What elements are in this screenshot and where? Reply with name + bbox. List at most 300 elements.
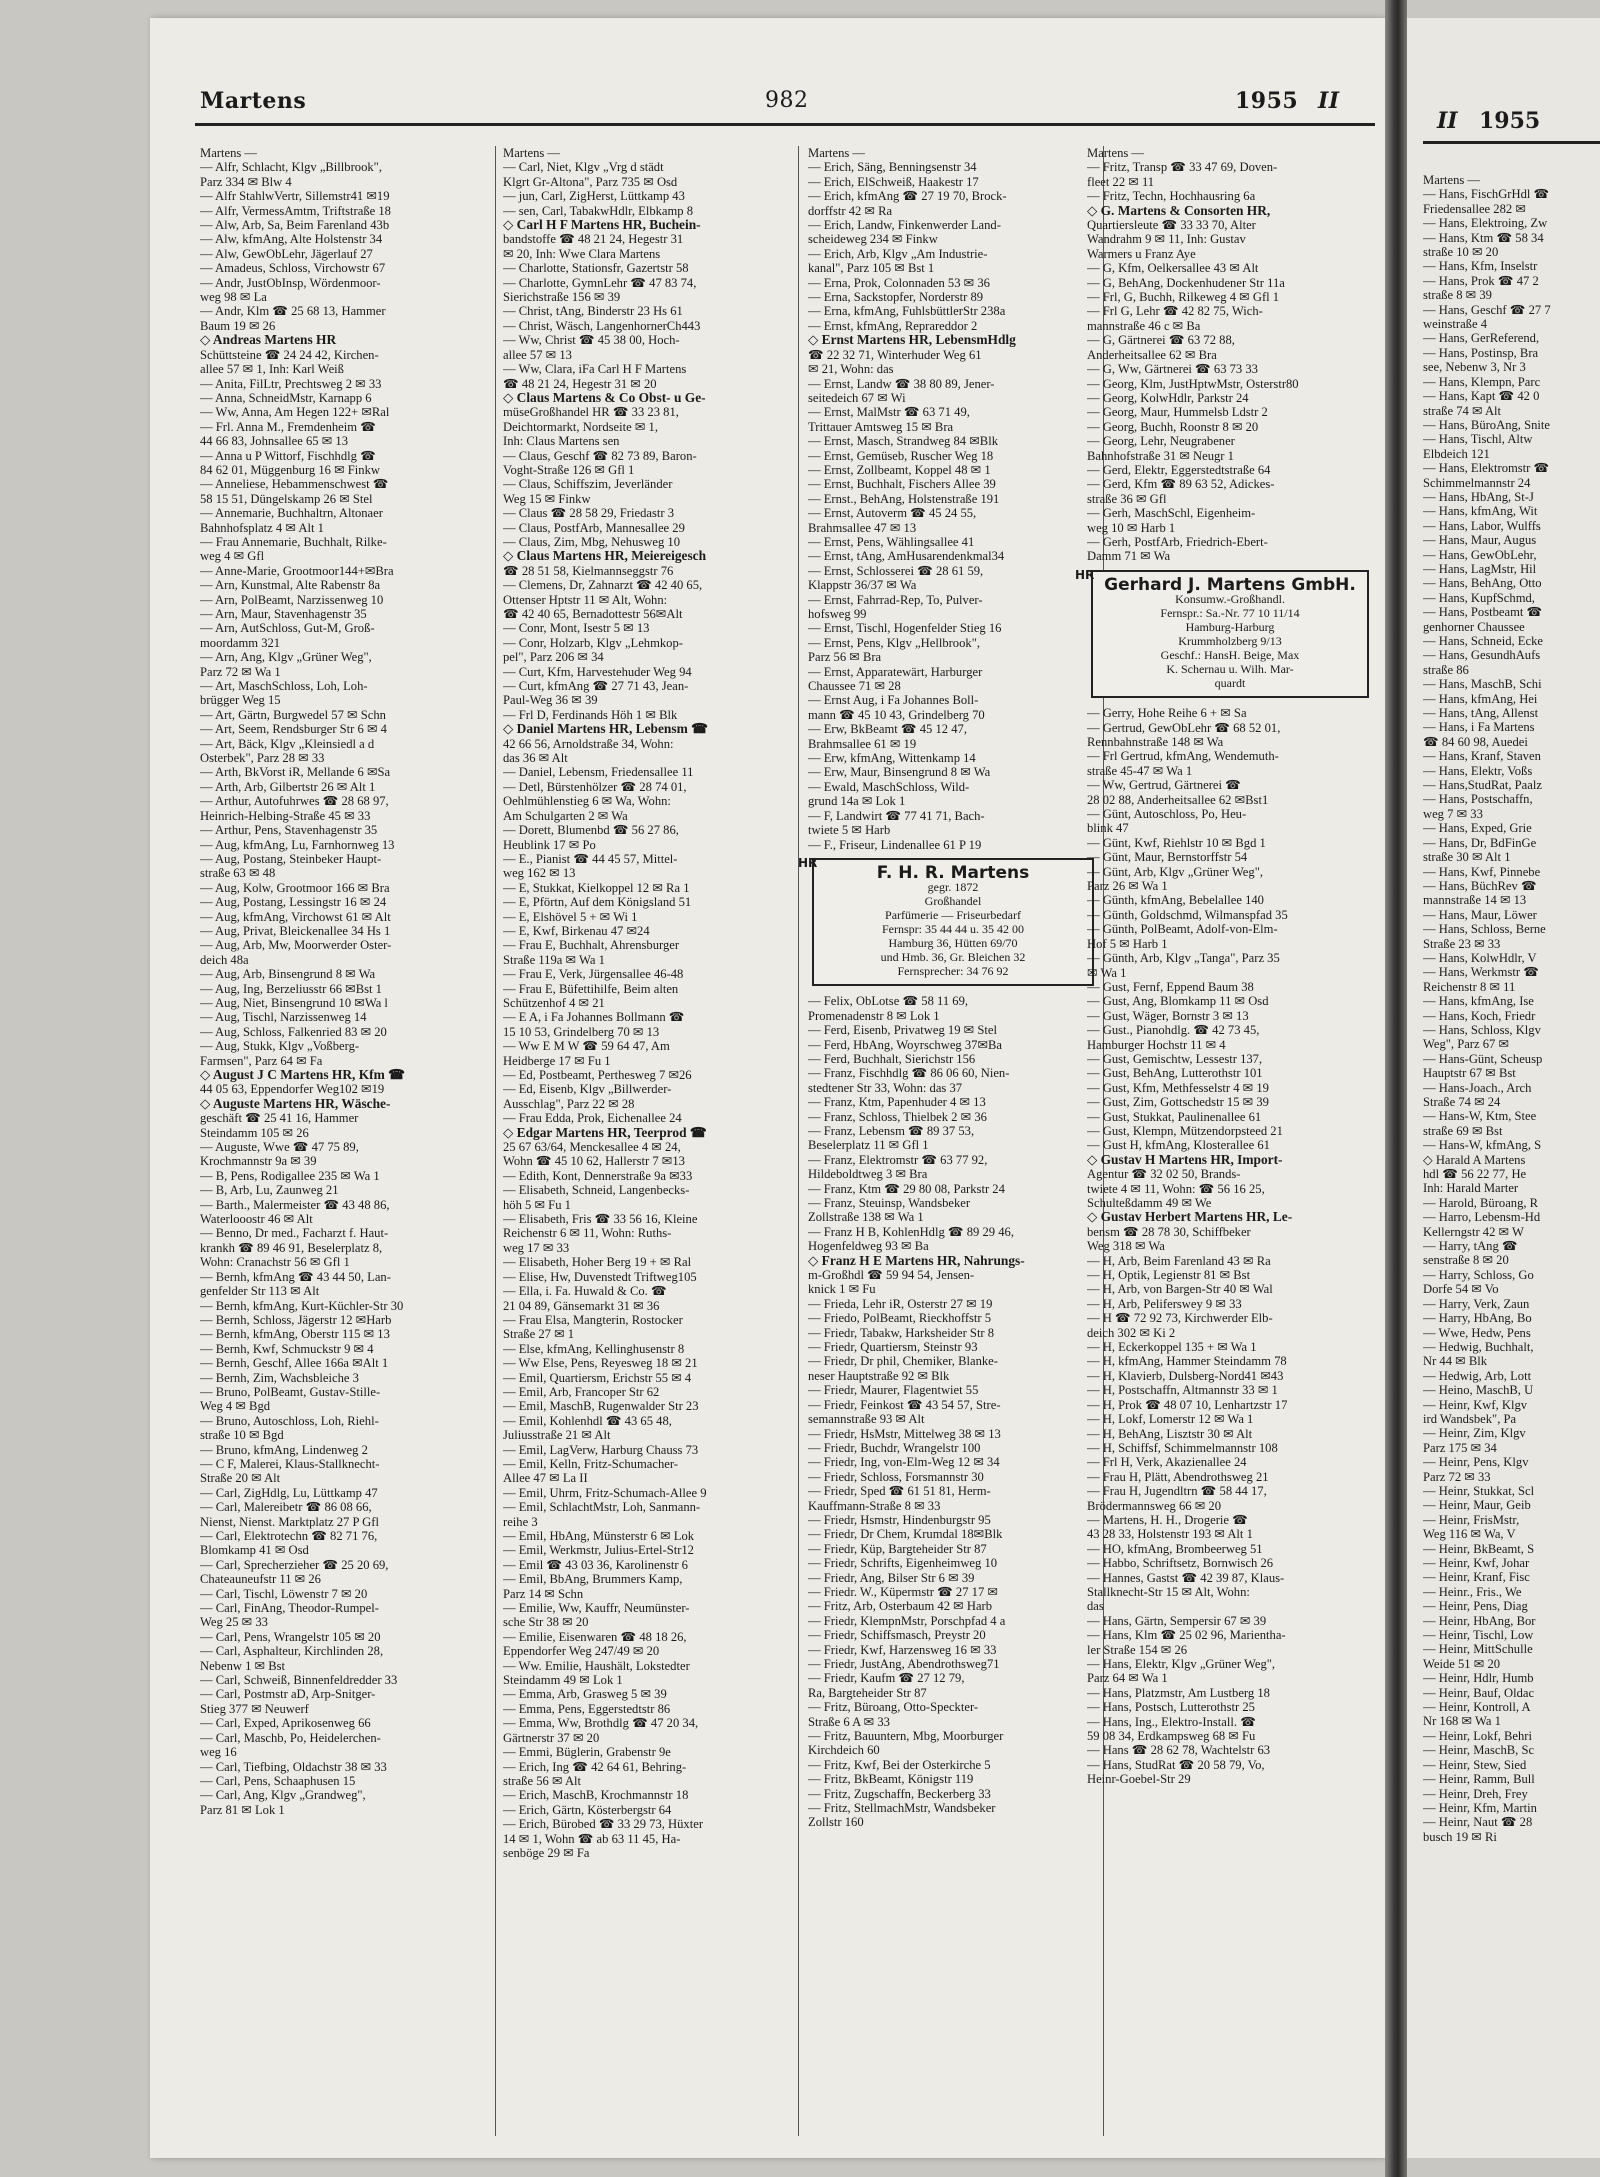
- directory-entry: — Gerd, Elektr, Eggerstedtstraße 64: [1087, 462, 1271, 477]
- directory-entry: — Erna, kfmAng, FuhlsbüttlerStr 238a: [808, 304, 1006, 319]
- directory-entry: Wohn: Cranachstr 56 ✉ Gfl 1: [200, 1255, 350, 1270]
- directory-entry: — Frl Gertrud, kfmAng, Wendemuth-: [1087, 749, 1279, 764]
- directory-entry: — Frau E, Buchhalt, Ahrensburger: [503, 938, 680, 953]
- directory-entry: ◇ August J C Martens HR, Kfm ☎: [200, 1068, 405, 1082]
- directory-entry: deich 302 ✉ Ki 2: [1087, 1325, 1176, 1340]
- directory-entry: Schulteßdamm 49 ✉ We: [1087, 1196, 1212, 1210]
- directory-entry: — Friedr, Buchdr, Wrangelstr 100: [808, 1440, 981, 1455]
- directory-entry: mannstraße 46 c ✉ Ba: [1087, 318, 1201, 333]
- directory-entry: — Emil, Kelln, Fritz-Schumacher-: [503, 1456, 678, 1471]
- directory-entry: Steindamm 105 ✉ 26: [200, 1125, 309, 1140]
- directory-entry: — Franz, Lebensm ☎ 89 37 53,: [808, 1123, 975, 1138]
- directory-entry: — Ww, Anna, Am Hegen 122+ ✉Ral: [200, 405, 390, 420]
- directory-entry: — Charlotte, GymnLehr ☎ 47 83 74,: [503, 275, 697, 290]
- directory-entry: — Emmi, Büglerin, Grabenstr 9e: [503, 1745, 671, 1760]
- directory-entry: — Carl, Pens, Schaaphusen 15: [200, 1773, 356, 1788]
- hr-marker: HR: [1075, 567, 1095, 582]
- directory-entry: — Aug, Niet, Binsengrund 10 ✉Wa l: [200, 995, 388, 1010]
- directory-entry: 58 15 51, Düngelskamp 26 ✉ Stel: [200, 491, 373, 506]
- directory-entry: ✉ 20, Inh: Wwe Clara Martens: [503, 246, 661, 261]
- directory-entry: — Friedr, Kwf, Harzensweg 16 ✉ 33: [808, 1642, 997, 1657]
- directory-entry: — Curt, kfmAng ☎ 27 71 43, Jean-: [503, 679, 689, 694]
- directory-entry: — Friedr, Dr phil, Chemiker, Blanke-: [808, 1354, 998, 1369]
- directory-entry: — Hans, GesundhAufs: [1423, 648, 1541, 663]
- directory-entry: Blomkamp 41 ✉ Osd: [200, 1543, 309, 1558]
- directory-entry: — H, Arb, Peliferswey 9 ✉ 33: [1087, 1296, 1242, 1311]
- directory-entry: müseGroßhandel HR ☎ 33 23 81,: [503, 405, 679, 420]
- directory-entry: — Barth., Malermeister ☎ 43 48 86,: [200, 1197, 390, 1212]
- directory-entry: — Hans, Maur, Augus: [1423, 533, 1537, 548]
- directory-entry: — Heinr, MaschB, Sc: [1423, 1743, 1535, 1758]
- directory-entry: — Heinr, Pens, Klgv: [1423, 1455, 1529, 1470]
- directory-entry: bandstoffe ☎ 48 21 24, Hegestr 31: [503, 232, 684, 247]
- column-2: [503, 146, 793, 1860]
- directory-entry: — Gust, Fernf, Eppend Baum 38: [1087, 979, 1254, 994]
- directory-entry: — Auguste, Wwe ☎ 47 75 89,: [200, 1140, 359, 1155]
- directory-entry: brügger Weg 15: [200, 693, 281, 708]
- directory-entry: höh 5 ✉ Fu 1: [503, 1197, 571, 1212]
- directory-entry: Straße 119a ✉ Wa 1: [503, 952, 605, 967]
- directory-entry: sche Str 38 ✉ 20: [503, 1615, 589, 1630]
- directory-entry: 21 04 89, Gänsemarkt 31 ✉ 36: [503, 1298, 660, 1313]
- directory-entry: — Hans, FischGrHdl ☎: [1423, 187, 1550, 202]
- directory-entry: ler Straße 154 ✉ 26: [1087, 1642, 1188, 1657]
- directory-entry: — Ewald, MaschSchloss, Wild-: [808, 779, 970, 794]
- directory-entry: — Ww E M W ☎ 59 64 47, Am: [503, 1039, 670, 1054]
- column-1: [200, 146, 490, 1817]
- directory-entry: blink 47: [1087, 821, 1129, 836]
- directory-entry: — Hans, Prok ☎ 47 2: [1423, 273, 1539, 288]
- directory-entry: — Erich, Gärtn, Kösterbergstr 64: [503, 1802, 672, 1817]
- directory-entry: Voght-Straße 126 ✉ Gfl 1: [503, 462, 635, 477]
- directory-entry: — E, Elshövel 5 + ✉ Wi 1: [503, 909, 638, 924]
- directory-entry: ◇ Gustav Herbert Martens HR, Le-: [1087, 1210, 1293, 1225]
- directory-entry: — Bernh, kfmAng, Kurt-Küchler-Str 30: [200, 1298, 404, 1313]
- directory-entry: Hogenfeldweg 93 ✉ Ba: [808, 1239, 929, 1254]
- directory-entry: — Erich, ElSchweiß, Haakestr 17: [808, 174, 979, 189]
- directory-entry: Kellerngstr 42 ✉ W: [1423, 1224, 1524, 1239]
- directory-entry: — Ernst., BehAng, Holstenstraße 191: [808, 491, 1000, 506]
- directory-entry: — Ernst, Pens, Wählingsallee 41: [808, 534, 975, 549]
- directory-entry: — Heinr, Stew, Sied: [1423, 1757, 1527, 1772]
- directory-entry: — Gust, Kfm, Methfesselstr 4 ✉ 19: [1087, 1080, 1269, 1095]
- column-divider: [495, 146, 496, 2136]
- directory-entry: — Carl, Sprecherzieher ☎ 25 20 69,: [200, 1557, 389, 1572]
- directory-entry: — H, kfmAng, Hammer Steindamm 78: [1087, 1354, 1287, 1369]
- directory-entry: bensm ☎ 28 78 30, Schiffbeker: [1087, 1224, 1251, 1239]
- ad-line: Großhandel: [924, 894, 982, 909]
- directory-entry: — Aug, Kolw, Grootmoor 166 ✉ Bra: [200, 880, 390, 895]
- directory-entry: — Friedr, Tabakw, Harksheider Str 8: [808, 1325, 995, 1340]
- directory-entry: Stallknecht-Str 15 ✉ Alt, Wohn:: [1087, 1584, 1250, 1599]
- directory-entry: — Erw, BkBeamt ☎ 45 12 47,: [808, 722, 967, 737]
- directory-entry: — Heinr, Lokf, Behri: [1423, 1728, 1532, 1743]
- directory-entry: — Georg, Maur, Hummelsb Ldstr 2: [1087, 405, 1268, 420]
- directory-entry: 42 66 56, Arnoldstraße 34, Wohn:: [503, 736, 674, 751]
- directory-entry: Warmers u Franz Aye: [1087, 246, 1196, 261]
- ad-line: Fernsprecher: 34 76 92: [897, 964, 1009, 979]
- directory-entry: — Hans, Exped, Grie: [1423, 821, 1532, 836]
- directory-entry: — Friedr, Schloss, Forsmannstr 30: [808, 1469, 984, 1484]
- directory-entry: Parz 64 ✉ Wa 1: [1087, 1671, 1168, 1686]
- directory-entry: straße 30 ✉ Alt 1: [1423, 850, 1511, 865]
- directory-entry: — Hans, kfmAng, Wit: [1423, 504, 1538, 519]
- directory-entry: — Ernst, Masch, Strandweg 84 ✉Blk: [808, 434, 998, 449]
- directory-entry: — Aug, Ing, Berzeliusstr 66 ✉Bst 1: [200, 981, 382, 996]
- directory-entry: Inh: Claus Martens sen: [503, 434, 620, 449]
- directory-entry: — Hans, Schneid, Ecke: [1423, 634, 1543, 648]
- directory-entry: Heublink 17 ✉ Po: [503, 837, 596, 852]
- ad-line: Krummholzberg 9/13: [1178, 634, 1282, 649]
- directory-entry: Steindamm 49 ✉ Lok 1: [503, 1673, 623, 1688]
- directory-entry: — Erich, Bürobed ☎ 33 29 73, Hüxter: [503, 1817, 704, 1832]
- directory-entry: — Emil, Uhrm, Fritz-Schumach-Allee 9: [503, 1485, 707, 1500]
- directory-entry: Martens —: [1087, 146, 1145, 160]
- directory-entry: — Gertrud, GewObLehr ☎ 68 52 01,: [1087, 720, 1281, 735]
- directory-entry: weg 10 ✉ Harb 1: [1087, 520, 1176, 535]
- directory-entry: — Heinr, Pens, Diag: [1423, 1599, 1528, 1614]
- ad-line: gegr. 1872: [927, 880, 979, 895]
- directory-entry: — Hans, MaschB, Schi: [1423, 677, 1542, 692]
- directory-entry: — G, Ww, Gärtnerei ☎ 63 73 33: [1087, 362, 1258, 377]
- header-rule: [195, 123, 1375, 126]
- directory-entry: 59 08 34, Erdkampsweg 68 ✉ Fu: [1087, 1729, 1256, 1744]
- directory-entry: Elbdeich 121: [1423, 446, 1490, 461]
- directory-entry: — Gust, Gemischtw, Lessestr 137,: [1087, 1051, 1263, 1066]
- directory-entry: — H, Postschaffn, Altmannstr 33 ✉ 1: [1087, 1383, 1278, 1398]
- facing-column: [1423, 173, 1600, 1844]
- directory-entry: — Gerry, Hohe Reihe 6 + ✉ Sa: [1087, 706, 1247, 721]
- directory-entry: straße 86: [1423, 662, 1469, 677]
- directory-entry: — Carl, Asphalteur, Kirchlinden 28,: [200, 1644, 384, 1659]
- directory-entry: Parz 14 ✉ Schn: [503, 1586, 584, 1601]
- directory-entry: Trittauer Amtsweg 15 ✉ Bra: [808, 419, 954, 434]
- directory-entry: — Erich, Arb, Klgv „Am Industrie-: [808, 246, 988, 261]
- directory-entry: straße 56 ✉ Alt: [503, 1773, 582, 1788]
- directory-entry: — Bernh, kfmAng ☎ 43 44 50, Lan-: [200, 1269, 391, 1284]
- directory-entry: — Bruno, Autoschloss, Loh, Riehl-: [200, 1413, 379, 1428]
- directory-entry: — Hans, kfmAng, Hei: [1423, 691, 1538, 706]
- directory-entry: — Ernst, Tischl, Hogenfelder Stieg 16: [808, 621, 1002, 636]
- directory-entry: — Hans, BehAng, Otto: [1423, 576, 1542, 591]
- ad-line: Konsumw.-Großhandl.: [1175, 592, 1285, 607]
- directory-entry: — Carl, Tischl, Löwenstr 7 ✉ 20: [200, 1586, 368, 1601]
- directory-entry: — Franz, Ktm ☎ 29 80 08, Parkstr 24: [808, 1181, 1005, 1196]
- directory-entry: Promenadenstr 8 ✉ Lok 1: [808, 1008, 940, 1023]
- directory-entry: — Heinr, Stukkat, Scl: [1423, 1483, 1535, 1498]
- directory-entry: — Emil, HbAng, Münsterstr 6 ✉ Lok: [503, 1529, 695, 1543]
- directory-entry: — Harry, HbAng, Bo: [1423, 1311, 1532, 1326]
- directory-entry: — Friedr, Schiffsmasch, Preystr 20: [808, 1628, 986, 1643]
- column-3: [798, 146, 1098, 1830]
- directory-entry: — Hans, Kranf, Staven: [1423, 749, 1541, 764]
- directory-entry: straße 8 ✉ 39: [1423, 288, 1492, 303]
- directory-entry: Brahmsallee 47 ✉ 13: [808, 520, 917, 535]
- directory-entry: — Hans, Kfm, Inselstr: [1423, 259, 1538, 274]
- directory-entry: — Heinr, MittSchulle: [1423, 1642, 1533, 1657]
- directory-entry: hofsweg 99: [808, 607, 867, 621]
- directory-entry: — Erw, kfmAng, Wittenkamp 14: [808, 751, 976, 766]
- directory-entry: — Arth, Arb, Gilbertstr 26 ✉ Alt 1: [200, 779, 376, 794]
- directory-entry: — Hans, Schloss, Berne: [1423, 922, 1546, 937]
- running-header-volume: II: [1318, 88, 1340, 114]
- directory-entry: — Carl, Schweiß, Binnenfeldredder 33: [200, 1673, 398, 1688]
- directory-entry: — Heinr, Dreh, Frey: [1423, 1786, 1528, 1801]
- directory-entry: weg 4 ✉ Gfl: [200, 549, 265, 564]
- directory-entry: — Curt, Kfm, Harvestehuder Weg 94: [503, 664, 692, 679]
- directory-entry: — Emma, Pens, Eggerstedtstr 86: [503, 1701, 671, 1716]
- directory-entry: — Art, Bäck, Klgv „Kleinsiedl a d: [200, 736, 375, 751]
- directory-entry: — Harro, Lebensm-Hd: [1423, 1210, 1541, 1225]
- directory-entry: Weg 15 ✉ Finkw: [503, 491, 591, 506]
- directory-entry: — Alw, GewObLehr, Jägerlauf 27: [200, 246, 373, 261]
- directory-entry: — Emil, Kohlenhdl ☎ 43 65 48,: [503, 1413, 672, 1428]
- directory-entry: — Annemarie, Buchhaltrn, Altonaer: [200, 506, 383, 521]
- directory-entry: — Hans, KolwHdlr, V: [1423, 950, 1537, 965]
- directory-entry: — Anita, FilLtr, Prechtsweg 2 ✉ 33: [200, 376, 382, 391]
- directory-entry: seitedeich 67 ✉ Wi: [808, 390, 906, 405]
- directory-entry: — Aug, Postang, Lessingstr 16 ✉ 24: [200, 895, 387, 910]
- directory-entry: — Claus ☎ 28 58 29, Friedastr 3: [503, 506, 674, 521]
- directory-entry: — Günt, Kwf, Riehlstr 10 ✉ Bgd 1: [1087, 835, 1266, 850]
- directory-entry: — Carl, FinAng, Theodor-Rumpel-: [200, 1601, 379, 1616]
- directory-entry: 44 66 83, Johnsallee 65 ✉ 13: [200, 434, 349, 449]
- directory-entry: — Emil, BbAng, Brummers Kamp,: [503, 1572, 683, 1587]
- directory-entry: — F, Landwirt ☎ 77 41 71, Bach-: [808, 808, 985, 823]
- directory-entry: — Heinr, HbAng, Bor: [1423, 1613, 1536, 1628]
- directory-entry: — Hans, Klm ☎ 25 02 96, Marientha-: [1087, 1628, 1286, 1643]
- directory-entry: Parz 334 ✉ Blw 4: [200, 174, 292, 189]
- directory-entry: — Arth, BkVorst iR, Mellande 6 ✉Sa: [200, 765, 391, 780]
- directory-entry: — Aug, Arb, Binsengrund 8 ✉ Wa: [200, 967, 376, 982]
- directory-entry: Weg", Parz 67 ✉: [1423, 1037, 1510, 1052]
- directory-entry: — Elisabeth, Schneid, Langenbecks-: [503, 1183, 690, 1198]
- directory-entry: — Frl G, Lehr ☎ 42 82 75, Wich-: [1087, 304, 1263, 319]
- directory-entry: Reichenstr 8 ✉ 11: [1423, 979, 1516, 994]
- directory-entry: — Heinr, Bauf, Oldac: [1423, 1685, 1535, 1700]
- directory-entry: ird Wandsbek", Pa: [1423, 1411, 1517, 1426]
- directory-entry: Sierichstraße 156 ✉ 39: [503, 290, 621, 305]
- facing-header-volume: II: [1437, 108, 1458, 134]
- directory-entry: — H, Prok ☎ 48 07 10, Lenhartzstr 17: [1087, 1397, 1288, 1412]
- directory-entry: Am Schulgarten 2 ✉ Wa: [503, 808, 628, 823]
- page-number: 982: [765, 88, 809, 113]
- directory-entry: — Ella, i. Fa. Huwald & Co. ☎: [503, 1284, 667, 1299]
- directory-entry: — Ernst, Apparatewärt, Harburger: [808, 664, 983, 679]
- directory-entry: — Christ, Wäsch, LangenhornerCh443: [503, 318, 701, 333]
- directory-entry: — H ☎ 72 92 73, Kirchwerder Elb-: [1087, 1311, 1273, 1326]
- directory-entry: — Gust, Wäger, Bornstr 3 ✉ 13: [1087, 1008, 1249, 1023]
- directory-entry: — Emma, Arb, Grasweg 5 ✉ 39: [503, 1687, 667, 1702]
- directory-entry: — Franz, Steuinsp, Wandsbeker: [808, 1196, 971, 1210]
- directory-entry: Parz 175 ✉ 34: [1423, 1440, 1497, 1455]
- directory-entry: — Carl, Niet, Klgv „Vrg d städt: [503, 160, 664, 175]
- directory-entry: — Gust., Pianohdlg. ☎ 42 73 45,: [1087, 1023, 1260, 1038]
- directory-entry: Martens —: [503, 146, 561, 160]
- directory-entry: — Gerd, Kfm ☎ 89 63 52, Adickes-: [1087, 477, 1275, 492]
- directory-entry: — H, Schiffsf, Schimmelmannstr 108: [1087, 1440, 1278, 1455]
- directory-entry: — Carl, ZigHdlg, Lu, Lüttkamp 47: [200, 1485, 378, 1500]
- directory-entry: allee 57 ✉ 13: [503, 347, 572, 362]
- directory-entry: — Emil ☎ 43 03 36, Karolinenstr 6: [503, 1557, 688, 1572]
- directory-entry: Heinr-Goebel-Str 29: [1087, 1772, 1191, 1787]
- directory-entry: — Franz, Ktm, Papenhuder 4 ✉ 13: [808, 1095, 986, 1110]
- directory-entry: Parz 26 ✉ Wa 1: [1087, 879, 1168, 894]
- directory-entry: — Fritz, BkBeamt, Königstr 119: [808, 1772, 974, 1787]
- directory-entry: — Erich, Landw, Finkenwerder Land-: [808, 218, 1001, 233]
- directory-entry: — Ww, Christ ☎ 45 38 00, Hoch-: [503, 333, 680, 348]
- directory-entry: Martens —: [808, 146, 866, 160]
- directory-entry: — Ww, Clara, iFa Carl H F Martens: [503, 362, 687, 377]
- directory-entry: — Hans, KupfSchmd,: [1423, 590, 1535, 605]
- directory-entry: — Alw, Arb, Sa, Beim Farenland 43b: [200, 218, 390, 233]
- ad-line: quardt: [1214, 676, 1246, 691]
- directory-entry: — Aug, Tischl, Narzissenweg 14: [200, 1010, 367, 1025]
- facing-page: [1407, 18, 1600, 2158]
- directory-entry: 44 05 63, Eppendorfer Weg102 ✉19: [200, 1082, 385, 1097]
- directory-entry: — Carl, Malereibetr ☎ 86 08 66,: [200, 1500, 372, 1515]
- directory-entry: — Erich, MaschB, Krochmannstr 18: [503, 1788, 689, 1803]
- directory-entry: — Ernst, Pens, Klgv „Hellbrook",: [808, 635, 980, 650]
- directory-entry: ☎ 42 40 65, Bernadottestr 56✉Alt: [503, 607, 683, 621]
- directory-entry: — Heinr, Kfm, Martin: [1423, 1800, 1537, 1815]
- directory-entry: — Hans, Postsch, Lutterothstr 25: [1087, 1700, 1255, 1715]
- directory-entry: — Emilie, Eisenwaren ☎ 48 18 26,: [503, 1629, 687, 1644]
- directory-entry: — Hans, Kwf, Pinnebe: [1423, 864, 1541, 879]
- directory-entry: — Martens, H. H., Drogerie ☎: [1087, 1512, 1248, 1527]
- directory-entry: — Heinr, Kwf, Johar: [1423, 1556, 1530, 1570]
- directory-entry: Weg 116 ✉ Wa, V: [1423, 1527, 1516, 1542]
- directory-entry: — Carl, Maschb, Po, Heidelerchen-: [200, 1730, 381, 1745]
- running-header-name: Martens: [200, 88, 307, 114]
- directory-entry: Nienst, Nienst. Marktplatz 27 P Gfl: [200, 1514, 379, 1529]
- directory-entry: ◇ Andreas Martens HR: [200, 333, 337, 348]
- directory-entry: fleet 22 ✉ 11: [1087, 174, 1155, 189]
- directory-entry: — Günth, PolBeamt, Adolf-von-Elm-: [1087, 922, 1278, 937]
- directory-entry: ◇ Carl H F Martens HR, Buchein-: [503, 218, 701, 233]
- directory-entry: — B, Pens, Rodigallee 235 ✉ Wa 1: [200, 1168, 380, 1183]
- directory-entry: — Ferd, Buchhalt, Sierichstr 156: [808, 1051, 976, 1066]
- directory-entry: straße 10 ✉ 20: [1423, 245, 1499, 260]
- directory-entry: — Emilie, Ww, Kauffr, Neumünster-: [503, 1601, 690, 1616]
- directory-entry: — H, Lokf, Lomerstr 12 ✉ Wa 1: [1087, 1412, 1254, 1427]
- directory-entry: — Frau Edda, Prok, Eichenallee 24: [503, 1111, 682, 1126]
- directory-entry: ◇ Ernst Martens HR, LebensmHdlg: [808, 333, 1016, 348]
- directory-entry: kanal", Parz 105 ✉ Bst 1: [808, 261, 935, 276]
- directory-entry: — Hedwig, Buchhalt,: [1423, 1339, 1534, 1354]
- directory-entry: krankh ☎ 89 46 91, Beselerplatz 8,: [200, 1240, 383, 1255]
- ad-lines: [1101, 592, 1359, 690]
- ad-fhr-martens: [798, 855, 1094, 986]
- directory-entry: — Friedr, Kaufm ☎ 27 12 79,: [808, 1671, 965, 1686]
- directory-entry: — Heinr, Hdlr, Humb: [1423, 1671, 1534, 1686]
- directory-entry: — Frau Annemarie, Buchhalt, Rilke-: [200, 534, 387, 549]
- directory-entry: — Gust, Stukkat, Paulinenallee 61: [1087, 1109, 1262, 1124]
- directory-entry: — Bernh, Schloss, Jägerstr 12 ✉Harb: [200, 1312, 392, 1327]
- directory-entry: — Heinr., Fris., We: [1423, 1584, 1522, 1599]
- directory-entry: — Ww. Emilie, Haushält, Lokstedter: [503, 1658, 690, 1673]
- directory-entry: — Ernst, tAng, AmHusarendenkmal34: [808, 549, 1005, 564]
- directory-entry: Rennbahnstraße 148 ✉ Wa: [1087, 735, 1224, 749]
- directory-entry: — Conr, Mont, Isestr 5 ✉ 13: [503, 621, 650, 636]
- directory-entry: ☎ 84 60 98, Auedei: [1423, 734, 1528, 749]
- directory-entry: — Friedr, Schrifts, Eigenheimweg 10: [808, 1556, 998, 1571]
- directory-entry: — Hans, StudRat ☎ 20 58 79, Vo,: [1087, 1757, 1265, 1772]
- directory-entry: ◇ Auguste Martens HR, Wäsche-: [200, 1096, 391, 1111]
- directory-entry: — Hans, Ing., Elektro-Install. ☎: [1087, 1714, 1256, 1729]
- directory-entry: genfelder Str 113 ✉ Alt: [200, 1284, 320, 1299]
- directory-entry: — Arn, Maur, Stavenhagenstr 35: [200, 607, 367, 621]
- directory-entry: — Friedr, Ing, von-Elm-Weg 12 ✉ 34: [808, 1455, 1000, 1470]
- directory-entry: das 36 ✉ Alt: [503, 751, 568, 766]
- directory-entry: Weide 51 ✉ 20: [1423, 1656, 1501, 1671]
- directory-entry: ◇ Daniel Martens HR, Lebensm ☎: [503, 722, 708, 737]
- directory-entry: — Emil, Werkmstr, Julius-Ertel-Str12: [503, 1543, 694, 1558]
- directory-entry: 43 28 33, Holstenstr 193 ✉ Alt 1: [1087, 1527, 1253, 1542]
- directory-entry: — Ernst, Buchhalt, Fischers Allee 39: [808, 477, 996, 492]
- directory-entry: — Christ, tAng, Binderstr 23 Hs 61: [503, 304, 683, 319]
- directory-entry: Wandrahm 9 ✉ 11, Inh: Gustav: [1087, 232, 1246, 247]
- directory-entry: — Erw, Maur, Binsengrund 8 ✉ Wa: [808, 765, 991, 780]
- directory-entry: pel", Parz 206 ✉ 34: [503, 650, 604, 665]
- directory-entry: — Art, MaschSchloss, Loh, Loh-: [200, 679, 368, 694]
- ad-line: Hamburg-Harburg: [1185, 620, 1275, 635]
- directory-entry: — Claus, Schiffszim, Jeverländer: [503, 477, 673, 492]
- directory-entry: — Detl, Bürstenhölzer ☎ 28 74 01,: [503, 779, 687, 794]
- directory-entry: ◇ G. Martens & Consorten HR,: [1087, 203, 1271, 218]
- directory-entry: straße 63 ✉ 48: [200, 866, 276, 881]
- directory-entry: — Gerh, MaschSchl, Eigenheim-: [1087, 506, 1256, 521]
- directory-entry: Reichenstr 6 ✉ 11, Wohn: Ruths-: [503, 1226, 672, 1241]
- directory-entry: — Hans-Joach., Arch: [1423, 1080, 1532, 1095]
- directory-entry: — Aug, kfmAng, Virchowst 61 ✉ Alt: [200, 909, 391, 924]
- directory-entry: — Else, kfmAng, Kellinghusenstr 8: [503, 1341, 685, 1356]
- directory-entry: — Amadeus, Schloss, Virchowstr 67: [200, 261, 386, 276]
- directory-entry: neser Hauptstraße 92 ✉ Blk: [808, 1368, 950, 1383]
- directory-entry: — Hans, Ktm ☎ 58 34: [1423, 230, 1544, 245]
- directory-entry: Damm 71 ✉ Wa: [1087, 549, 1171, 564]
- directory-entry: — Fritz, Kwf, Bei der Osterkirche 5: [808, 1757, 991, 1772]
- directory-entry: ✉ 21, Wohn: das: [808, 362, 894, 377]
- directory-entry: straße 45-47 ✉ Wa 1: [1087, 763, 1193, 778]
- directory-entry: — Hans, Elektroing, Zw: [1423, 216, 1548, 231]
- directory-entry: — E A, i Fa Johannes Bollmann ☎: [503, 1010, 685, 1025]
- directory-entry: — Claus, PostfArb, Mannesallee 29: [503, 520, 685, 535]
- directory-entry: — Hans, Platzmstr, Am Lustberg 18: [1087, 1685, 1270, 1700]
- book-gutter: [1385, 0, 1407, 2177]
- directory-entry: senstraße 8 ✉ 20: [1423, 1253, 1509, 1268]
- directory-entry: Parz 72 ✉ Wa 1: [200, 664, 281, 679]
- directory-entry: — C F, Malerei, Klaus-Stallknecht-: [200, 1456, 380, 1471]
- directory-entry: allee 57 ✉ 1, Inh: Karl Weiß: [200, 362, 344, 377]
- directory-entry: — Gust, Zim, Gottschedstr 15 ✉ 39: [1087, 1095, 1269, 1110]
- directory-entry: Straße 23 ✉ 33: [1423, 936, 1501, 951]
- directory-entry: — Aug, kfmAng, Lu, Farnhornweg 13: [200, 837, 395, 852]
- directory-entry: Farmsen", Parz 64 ✉ Fa: [200, 1053, 323, 1068]
- directory-entry: — Hans, Elektromstr ☎: [1423, 461, 1550, 476]
- directory-entry: 14 ✉ 1, Wohn ☎ ab 63 11 45, Ha-: [503, 1831, 681, 1846]
- directory-entry: — G, Kfm, Oelkersallee 43 ✉ Alt: [1087, 261, 1259, 276]
- ad-line: Parfümerie — Friseurbedarf: [885, 908, 1021, 923]
- directory-entry: — Hans, kfmAng, Ise: [1423, 994, 1534, 1009]
- directory-entry: — Emil, LagVerw, Harburg Chauss 73: [503, 1442, 699, 1457]
- directory-entry: semannstraße 93 ✉ Alt: [808, 1412, 925, 1427]
- directory-entry: — H, Optik, Legienstr 81 ✉ Bst: [1087, 1268, 1251, 1283]
- ad-line: Geschf.: HansH. Beige, Max: [1160, 648, 1300, 663]
- directory-entry: — Friedr, Ang, Bilser Str 6 ✉ 39: [808, 1570, 975, 1585]
- directory-entry: Beselerplatz 11 ✉ Gfl 1: [808, 1138, 929, 1153]
- directory-entry: weg 17 ✉ 33: [503, 1240, 570, 1255]
